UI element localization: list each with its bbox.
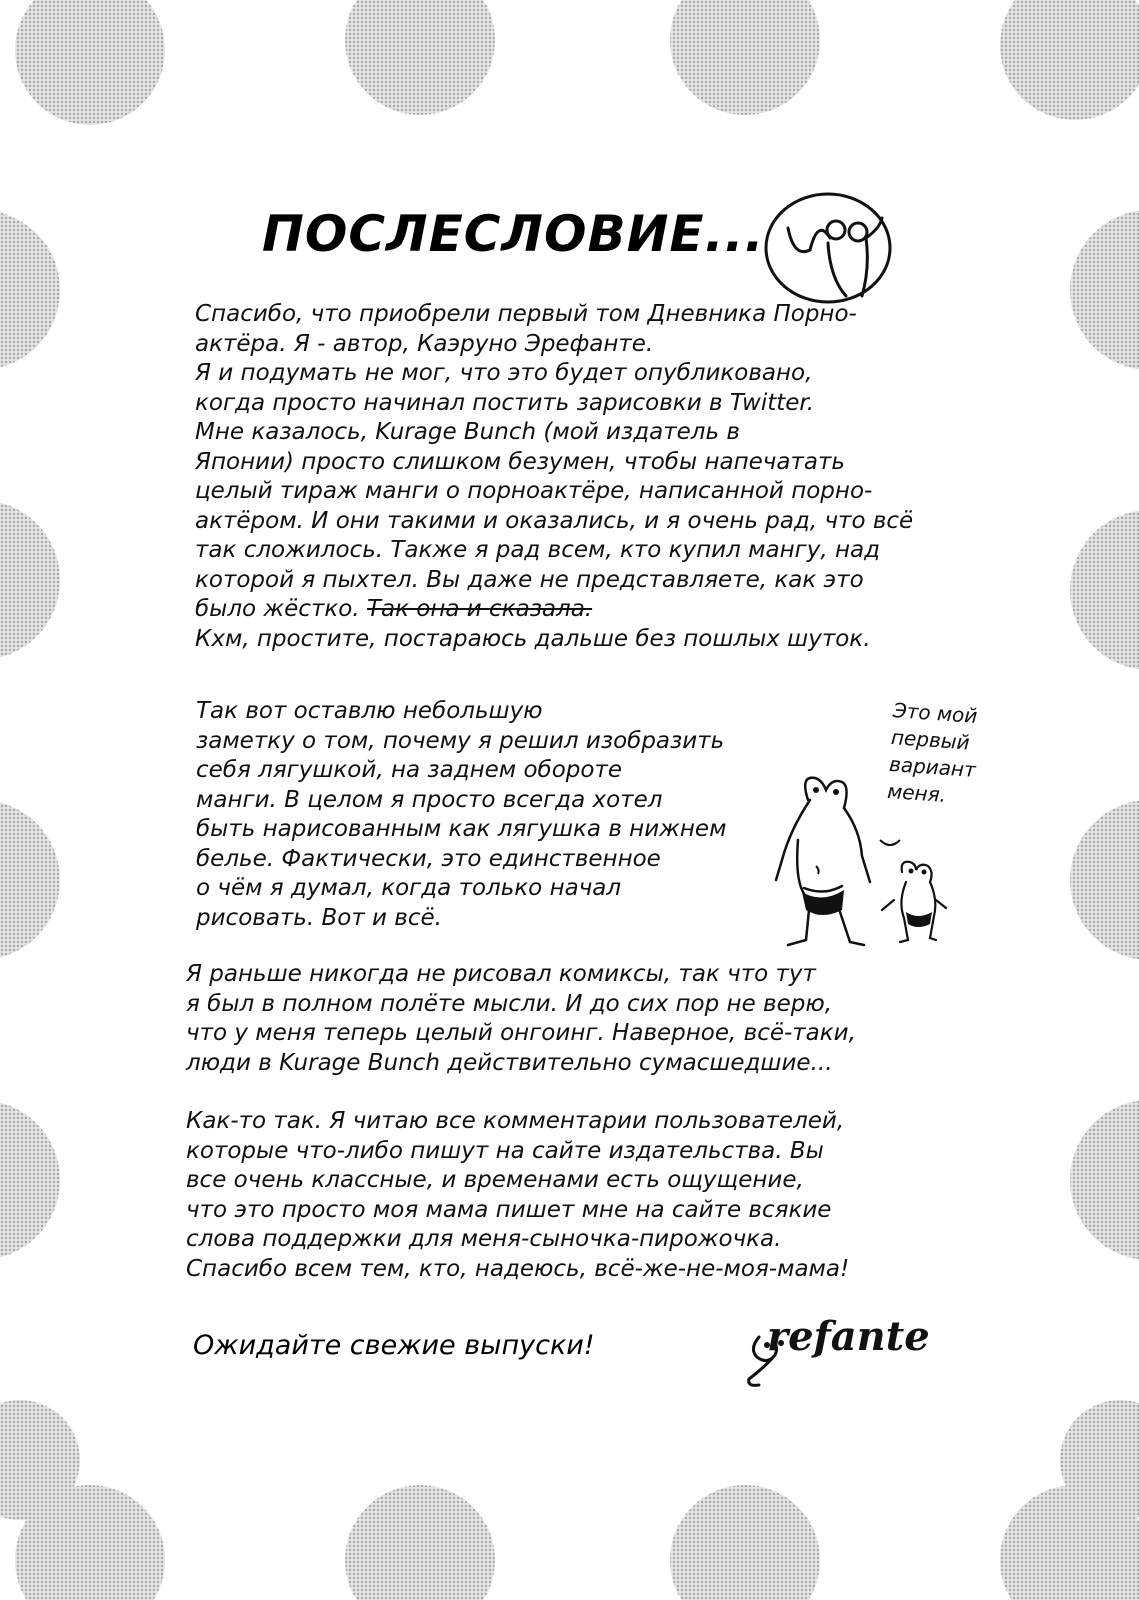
paragraph-intro-end: Кхм, простите, постараюсь дальше без пошлых шуток.	[195, 625, 871, 652]
side-note: Это мой первый вариант меня.	[886, 698, 979, 807]
signature-text: refante	[767, 1313, 930, 1360]
paragraph-comics: Я раньше никогда не рисовал комиксы, так что тут я был в полном полёте мысли. И до сих пор не верю, что у меня теперь целый онгоинг. Наверное, всё-таки, люди в Kurage Bunch действительно сумасшедшие...	[186, 961, 856, 1076]
strikethrough-joke: Так она и сказала.	[366, 596, 593, 622]
page-title: ПОСЛЕСЛОВИЕ...	[262, 205, 765, 263]
frog-face-icon	[758, 188, 898, 308]
paragraph-comments: Как-то так. Я читаю все комментарии пользователей, которые что-либо пишут на сайте издательства. Вы все очень классные, и временами есть ощущение, что это просто моя мама пишет мне на сайте всякие слова поддержки для меня-сыночка-пирожочка. Спасибо всем тем, кто, надеюсь, всё-же-не-моя-мама!	[186, 1108, 850, 1282]
paragraph-intro	[195, 300, 913, 654]
frog-sketch-icon	[770, 770, 1000, 970]
paragraph-frog: Так вот оставлю небольшую заметку о том, почему я решил изобразить себя лягушкой, на заднем обороте манги. В целом я просто всегда хотел быть нарисованным как лягушка в нижнем белье. Фактически, это единственное о чём я думал, когда только начал рисовать. Вот и всё.	[196, 698, 727, 931]
paragraph-intro-text: Спасибо, что приобрели первый том Дневника Порно- актёра. Я - автор, Каэруно Эрефанте. Я и подумать не мог, что это будет опубликовано, когда просто начинал постить зарисовки в Twitter. Мне казалось, Kurage Bunch (мой издатель в Японии) просто слишком безумен, чтобы напечатать целый тираж манги о порноактёре, написанной порно- актёром. И они такими и оказались, и я очень рад, что всё так сложилось. Также я рад всем, кто купил мангу, над которой я пыхтел. Вы даже не представляете, как это было жёстко.	[195, 301, 914, 622]
closing-line: Ожидайте свежие выпуски!	[193, 1330, 595, 1361]
